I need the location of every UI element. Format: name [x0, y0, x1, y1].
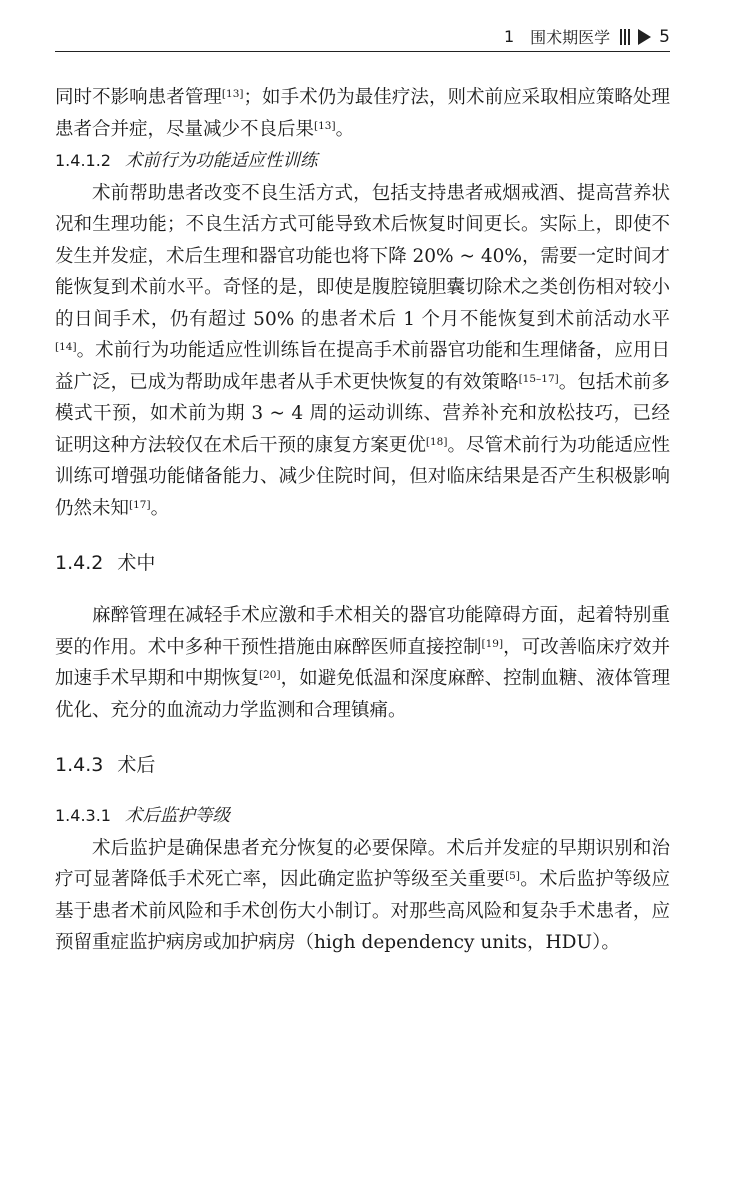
text-run: ；如手术仍为最佳疗法，则术前应采取相应策略处理患者合并症，尽量减少不良后果: [55, 87, 670, 140]
chapter-title: 围术期医学: [530, 28, 611, 47]
text-run: 术前帮助患者改变不良生活方式，包括支持患者戒烟戒酒、提高营养状况和生理功能；不良生活方式可能导致术后恢复时间更长。实际上，即使不发生并发症，术后生理和器官功能也将下降 20% ~ 40%，需要一定时间才能恢复到术前水平。奇怪的是，即使是腹腔镜胆囊切除术之类创伤相对较小的日间手术，仍有超过 50% 的患者术后 1 个月不能恢复到术前活动水平: [55, 182, 670, 330]
text-run: ，可改善临床疗效并加速手术早期和中期恢复: [55, 636, 670, 689]
section-heading-1-4-1-2: [55, 145, 670, 178]
page-number: 5: [659, 26, 670, 47]
text-run: 。术前行为功能适应性训练旨在提高手术前器官功能和生理储备，应用日益广泛，已成为帮助成年患者从手术更快恢复的有效策略: [55, 340, 670, 393]
text-run: 。: [335, 118, 355, 140]
text-run: 麻醉管理在减轻手术应激和手术相关的器官功能障碍方面，起着特别重要的作用。术中多种干预性措施由麻醉医师直接控制: [55, 605, 670, 658]
citation: [17]: [129, 498, 151, 511]
citation: [20]: [259, 669, 281, 681]
text-run: ，如避免低温和深度麻醉、控制血糖、液体管理优化、充分的血流动力学监测和合理镇痛。: [55, 668, 670, 721]
citation: [18]: [425, 435, 448, 448]
text-run: 。尽管术前行为功能适应性训练可增强功能储备能力、减少住院时间，但对临床结果是否产生积极影响仍然未知: [55, 434, 670, 519]
citation: [15–17]: [518, 372, 559, 385]
section-heading-1-4-3-1: [55, 800, 670, 833]
section-number: 1.4.1.2: [55, 151, 111, 170]
citation: [14]: [55, 341, 77, 353]
text-run: 术后监护是确保患者充分恢复的必要保障。术后并发症的早期识别和治疗可显著降低手术死亡率，因此确定监护等级至关重要: [55, 837, 670, 890]
text-run: 同时不影响患者管理: [55, 87, 222, 108]
citation: [19]: [481, 637, 504, 650]
section-heading-1-4-3: [55, 750, 670, 780]
section-title: 术后: [117, 754, 156, 776]
text-run: 。术后监护等级应基于患者术前风险和手术创伤大小制订。对那些高风险和复杂手术患者，应预留重症监护病房或加护病房（high dependency units，HDU）。: [55, 869, 670, 953]
citation: [13]: [221, 88, 244, 100]
body-text: [55, 82, 670, 959]
section-title: 术后监护等级: [124, 806, 230, 826]
running-header: [55, 22, 670, 52]
text-run: 。包括术前多模式干预，如术前为期 3 ~ 4 周的运动训练、营养补充和放松技巧，已经证明这种方法较仅在术后干预的康复方案更优: [55, 371, 670, 456]
section-number: 1.4.2: [55, 552, 104, 574]
section-number: 1.4.3: [55, 754, 104, 776]
section-title: 术中: [117, 552, 156, 574]
paragraph-continued: [55, 82, 670, 145]
header-bars-icon: [620, 29, 632, 45]
section-title: 术前行为功能适应性训练: [124, 151, 318, 171]
header-right-group: [504, 25, 670, 48]
paragraph-intraop: [55, 600, 670, 726]
text-run: 。: [150, 497, 170, 519]
header-rule: [55, 51, 670, 52]
header-arrow-icon: [638, 29, 651, 45]
citation: [5]: [505, 870, 520, 882]
chapter-number: 1: [503, 27, 515, 46]
section-heading-1-4-2: [55, 548, 670, 578]
citation: [13]: [314, 119, 336, 132]
paragraph-preop-training: [55, 178, 670, 525]
paragraph-postop-monitoring: [55, 833, 670, 959]
section-number: 1.4.3.1: [55, 806, 111, 825]
